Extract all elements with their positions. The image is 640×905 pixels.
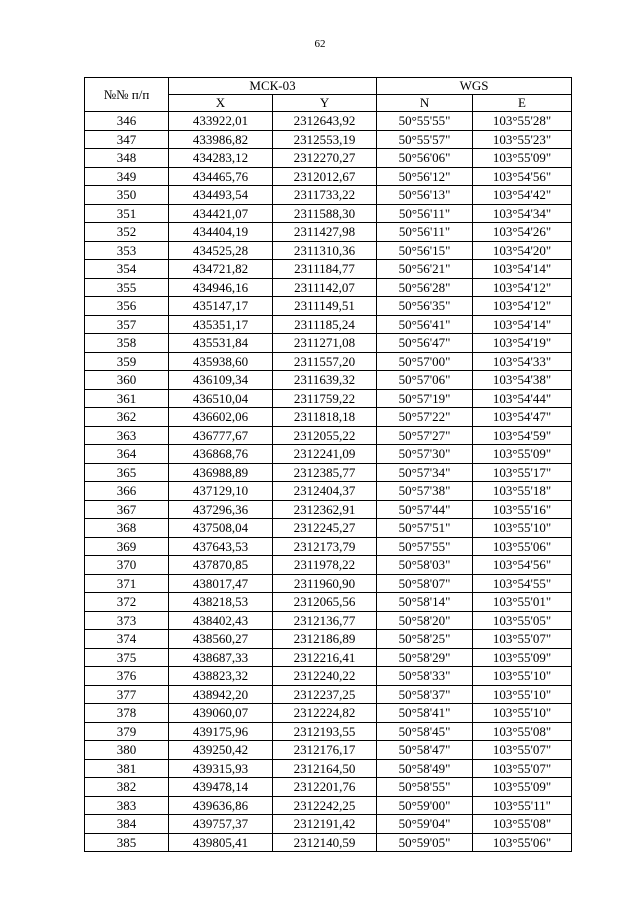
cell-n: 50°58'47" [377, 741, 473, 760]
cell-rownum: 384 [85, 815, 169, 834]
cell-e: 103°55'08" [473, 722, 572, 741]
cell-y: 2311149,51 [273, 297, 377, 316]
cell-x: 436988,89 [169, 463, 273, 482]
table-row [85, 241, 572, 260]
cell-e: 103°54'33" [473, 352, 572, 371]
header-group-msk: МСК-03 [169, 78, 377, 95]
table-row [85, 537, 572, 556]
cell-n: 50°56'11" [377, 223, 473, 242]
cell-rownum: 385 [85, 833, 169, 852]
cell-e: 103°54'14" [473, 260, 572, 279]
cell-rownum: 360 [85, 371, 169, 390]
cell-n: 50°57'19" [377, 389, 473, 408]
cell-e: 103°55'09" [473, 445, 572, 464]
cell-rownum: 373 [85, 611, 169, 630]
cell-n: 50°58'55" [377, 778, 473, 797]
cell-rownum: 369 [85, 537, 169, 556]
table-header [85, 78, 572, 112]
cell-x: 434283,12 [169, 149, 273, 168]
table-row [85, 815, 572, 834]
cell-n: 50°57'06" [377, 371, 473, 390]
cell-n: 50°58'41" [377, 704, 473, 723]
cell-y: 2312385,77 [273, 463, 377, 482]
table-row [85, 445, 572, 464]
header-n: N [377, 95, 473, 112]
cell-e: 103°55'10" [473, 519, 572, 538]
table-row [85, 722, 572, 741]
cell-x: 438687,33 [169, 648, 273, 667]
cell-x: 435938,60 [169, 352, 273, 371]
cell-e: 103°55'11" [473, 796, 572, 815]
cell-n: 50°58'25" [377, 630, 473, 649]
cell-x: 436777,67 [169, 426, 273, 445]
cell-e: 103°54'56" [473, 556, 572, 575]
cell-rownum: 351 [85, 204, 169, 223]
cell-rownum: 364 [85, 445, 169, 464]
cell-rownum: 378 [85, 704, 169, 723]
table-row [85, 149, 572, 168]
table-row [85, 408, 572, 427]
table-row [85, 667, 572, 686]
cell-rownum: 361 [85, 389, 169, 408]
cell-n: 50°56'13" [377, 186, 473, 205]
cell-x: 438402,43 [169, 611, 273, 630]
cell-y: 2312245,27 [273, 519, 377, 538]
table-row [85, 648, 572, 667]
cell-y: 2312136,77 [273, 611, 377, 630]
cell-e: 103°55'08" [473, 815, 572, 834]
table-row [85, 500, 572, 519]
cell-n: 50°56'28" [377, 278, 473, 297]
table-row [85, 611, 572, 630]
coordinates-table [84, 77, 572, 852]
cell-y: 2312270,27 [273, 149, 377, 168]
cell-x: 434404,19 [169, 223, 273, 242]
cell-e: 103°54'26" [473, 223, 572, 242]
cell-rownum: 352 [85, 223, 169, 242]
cell-y: 2312055,22 [273, 426, 377, 445]
cell-e: 103°55'05" [473, 611, 572, 630]
cell-x: 439757,37 [169, 815, 273, 834]
table-row [85, 519, 572, 538]
cell-y: 2312241,09 [273, 445, 377, 464]
cell-y: 2312553,19 [273, 130, 377, 149]
cell-rownum: 368 [85, 519, 169, 538]
cell-x: 438560,27 [169, 630, 273, 649]
table-row [85, 704, 572, 723]
cell-y: 2312643,92 [273, 112, 377, 131]
cell-rownum: 367 [85, 500, 169, 519]
header-y: Y [273, 95, 377, 112]
cell-x: 438823,32 [169, 667, 273, 686]
cell-x: 434465,76 [169, 167, 273, 186]
cell-rownum: 370 [85, 556, 169, 575]
table-row [85, 112, 572, 131]
cell-n: 50°55'55" [377, 112, 473, 131]
cell-e: 103°55'18" [473, 482, 572, 501]
cell-e: 103°55'10" [473, 704, 572, 723]
cell-e: 103°54'12" [473, 297, 572, 316]
cell-y: 2311142,07 [273, 278, 377, 297]
cell-x: 439175,96 [169, 722, 273, 741]
cell-e: 103°55'28" [473, 112, 572, 131]
cell-x: 434721,82 [169, 260, 273, 279]
cell-x: 439478,14 [169, 778, 273, 797]
cell-x: 439805,41 [169, 833, 273, 852]
cell-rownum: 355 [85, 278, 169, 297]
cell-y: 2312065,56 [273, 593, 377, 612]
cell-y: 2311588,30 [273, 204, 377, 223]
cell-n: 50°57'34" [377, 463, 473, 482]
cell-rownum: 354 [85, 260, 169, 279]
cell-e: 103°55'10" [473, 685, 572, 704]
cell-y: 2311639,32 [273, 371, 377, 390]
table-row [85, 204, 572, 223]
cell-rownum: 353 [85, 241, 169, 260]
cell-y: 2311978,22 [273, 556, 377, 575]
header-group-wgs: WGS [377, 78, 572, 95]
cell-rownum: 349 [85, 167, 169, 186]
cell-e: 103°55'23" [473, 130, 572, 149]
cell-rownum: 359 [85, 352, 169, 371]
cell-n: 50°59'04" [377, 815, 473, 834]
cell-rownum: 356 [85, 297, 169, 316]
cell-n: 50°58'07" [377, 574, 473, 593]
cell-e: 103°54'42" [473, 186, 572, 205]
cell-x: 435351,17 [169, 315, 273, 334]
cell-y: 2312216,41 [273, 648, 377, 667]
table-row [85, 685, 572, 704]
cell-x: 436868,76 [169, 445, 273, 464]
cell-x: 436510,04 [169, 389, 273, 408]
table-row [85, 223, 572, 242]
cell-n: 50°56'11" [377, 204, 473, 223]
cell-x: 433922,01 [169, 112, 273, 131]
cell-rownum: 380 [85, 741, 169, 760]
cell-n: 50°57'44" [377, 500, 473, 519]
cell-x: 437296,36 [169, 500, 273, 519]
table-row [85, 371, 572, 390]
cell-rownum: 346 [85, 112, 169, 131]
cell-x: 433986,82 [169, 130, 273, 149]
cell-x: 439250,42 [169, 741, 273, 760]
cell-y: 2312224,82 [273, 704, 377, 723]
cell-n: 50°56'41" [377, 315, 473, 334]
cell-rownum: 382 [85, 778, 169, 797]
cell-e: 103°55'07" [473, 759, 572, 778]
table-row [85, 593, 572, 612]
cell-e: 103°55'07" [473, 630, 572, 649]
table-row [85, 278, 572, 297]
cell-e: 103°55'06" [473, 833, 572, 852]
cell-n: 50°56'15" [377, 241, 473, 260]
table-row [85, 389, 572, 408]
cell-e: 103°54'19" [473, 334, 572, 353]
cell-x: 435147,17 [169, 297, 273, 316]
cell-n: 50°58'49" [377, 759, 473, 778]
cell-n: 50°58'03" [377, 556, 473, 575]
cell-e: 103°55'09" [473, 648, 572, 667]
table-row [85, 574, 572, 593]
cell-rownum: 376 [85, 667, 169, 686]
table-row [85, 630, 572, 649]
cell-y: 2312176,17 [273, 741, 377, 760]
cell-x: 437508,04 [169, 519, 273, 538]
cell-n: 50°58'33" [377, 667, 473, 686]
header-x: X [169, 95, 273, 112]
cell-rownum: 372 [85, 593, 169, 612]
cell-rownum: 358 [85, 334, 169, 353]
cell-n: 50°56'21" [377, 260, 473, 279]
table-row [85, 352, 572, 371]
cell-x: 434493,54 [169, 186, 273, 205]
cell-y: 2311557,20 [273, 352, 377, 371]
cell-y: 2311185,24 [273, 315, 377, 334]
cell-x: 439636,86 [169, 796, 273, 815]
cell-y: 2312242,25 [273, 796, 377, 815]
cell-x: 434421,07 [169, 204, 273, 223]
table-row [85, 741, 572, 760]
cell-e: 103°54'47" [473, 408, 572, 427]
cell-y: 2312186,89 [273, 630, 377, 649]
cell-rownum: 365 [85, 463, 169, 482]
cell-rownum: 350 [85, 186, 169, 205]
table-row [85, 796, 572, 815]
cell-e: 103°54'44" [473, 389, 572, 408]
cell-y: 2312191,42 [273, 815, 377, 834]
table-row [85, 334, 572, 353]
cell-y: 2311759,22 [273, 389, 377, 408]
cell-e: 103°54'56" [473, 167, 572, 186]
page-number: 62 [314, 38, 326, 50]
cell-y: 2311271,08 [273, 334, 377, 353]
cell-n: 50°57'55" [377, 537, 473, 556]
cell-y: 2312164,50 [273, 759, 377, 778]
cell-x: 434946,16 [169, 278, 273, 297]
cell-n: 50°57'38" [377, 482, 473, 501]
cell-e: 103°54'59" [473, 426, 572, 445]
cell-e: 103°55'17" [473, 463, 572, 482]
cell-n: 50°58'37" [377, 685, 473, 704]
cell-x: 439315,93 [169, 759, 273, 778]
cell-n: 50°56'12" [377, 167, 473, 186]
cell-n: 50°58'14" [377, 593, 473, 612]
cell-rownum: 363 [85, 426, 169, 445]
table-row [85, 167, 572, 186]
header-row-groups [85, 78, 572, 95]
cell-y: 2312193,55 [273, 722, 377, 741]
table-row [85, 556, 572, 575]
cell-rownum: 348 [85, 149, 169, 168]
cell-x: 438218,53 [169, 593, 273, 612]
table-row [85, 482, 572, 501]
cell-n: 50°56'47" [377, 334, 473, 353]
cell-x: 437643,53 [169, 537, 273, 556]
cell-y: 2311818,18 [273, 408, 377, 427]
cell-y: 2312173,79 [273, 537, 377, 556]
cell-e: 103°54'12" [473, 278, 572, 297]
cell-n: 50°55'57" [377, 130, 473, 149]
cell-n: 50°57'51" [377, 519, 473, 538]
header-rownum: №№ п/п [85, 78, 169, 112]
cell-e: 103°54'55" [473, 574, 572, 593]
cell-y: 2311427,98 [273, 223, 377, 242]
cell-rownum: 362 [85, 408, 169, 427]
cell-e: 103°54'20" [473, 241, 572, 260]
cell-rownum: 371 [85, 574, 169, 593]
cell-e: 103°54'14" [473, 315, 572, 334]
cell-x: 439060,07 [169, 704, 273, 723]
cell-e: 103°55'09" [473, 149, 572, 168]
table-row [85, 778, 572, 797]
cell-e: 103°55'10" [473, 667, 572, 686]
cell-y: 2312140,59 [273, 833, 377, 852]
table-row [85, 297, 572, 316]
cell-rownum: 374 [85, 630, 169, 649]
cell-y: 2312201,76 [273, 778, 377, 797]
table-row [85, 463, 572, 482]
cell-e: 103°54'34" [473, 204, 572, 223]
cell-y: 2311960,90 [273, 574, 377, 593]
cell-x: 435531,84 [169, 334, 273, 353]
cell-rownum: 377 [85, 685, 169, 704]
cell-e: 103°54'38" [473, 371, 572, 390]
table-row [85, 759, 572, 778]
cell-y: 2312012,67 [273, 167, 377, 186]
header-e: E [473, 95, 572, 112]
cell-n: 50°59'00" [377, 796, 473, 815]
cell-n: 50°57'22" [377, 408, 473, 427]
cell-n: 50°56'35" [377, 297, 473, 316]
table-body [85, 112, 572, 852]
cell-rownum: 375 [85, 648, 169, 667]
cell-n: 50°56'06" [377, 149, 473, 168]
cell-x: 437870,85 [169, 556, 273, 575]
cell-e: 103°55'01" [473, 593, 572, 612]
cell-rownum: 366 [85, 482, 169, 501]
cell-e: 103°55'09" [473, 778, 572, 797]
cell-x: 438017,47 [169, 574, 273, 593]
table-row [85, 315, 572, 334]
cell-e: 103°55'07" [473, 741, 572, 760]
cell-x: 437129,10 [169, 482, 273, 501]
cell-rownum: 347 [85, 130, 169, 149]
cell-n: 50°57'00" [377, 352, 473, 371]
cell-n: 50°57'27" [377, 426, 473, 445]
cell-y: 2312362,91 [273, 500, 377, 519]
cell-e: 103°55'16" [473, 500, 572, 519]
cell-rownum: 383 [85, 796, 169, 815]
cell-n: 50°58'20" [377, 611, 473, 630]
table-row [85, 833, 572, 852]
cell-x: 436109,34 [169, 371, 273, 390]
cell-y: 2312237,25 [273, 685, 377, 704]
cell-n: 50°58'29" [377, 648, 473, 667]
table-row [85, 130, 572, 149]
cell-y: 2311184,77 [273, 260, 377, 279]
cell-y: 2312240,22 [273, 667, 377, 686]
cell-n: 50°57'30" [377, 445, 473, 464]
cell-rownum: 381 [85, 759, 169, 778]
cell-x: 434525,28 [169, 241, 273, 260]
cell-n: 50°58'45" [377, 722, 473, 741]
table-row [85, 426, 572, 445]
cell-rownum: 379 [85, 722, 169, 741]
cell-y: 2311310,36 [273, 241, 377, 260]
cell-e: 103°55'06" [473, 537, 572, 556]
cell-x: 438942,20 [169, 685, 273, 704]
table-row [85, 260, 572, 279]
cell-x: 436602,06 [169, 408, 273, 427]
cell-y: 2312404,37 [273, 482, 377, 501]
cell-n: 50°59'05" [377, 833, 473, 852]
cell-rownum: 357 [85, 315, 169, 334]
cell-y: 2311733,22 [273, 186, 377, 205]
table-row [85, 186, 572, 205]
